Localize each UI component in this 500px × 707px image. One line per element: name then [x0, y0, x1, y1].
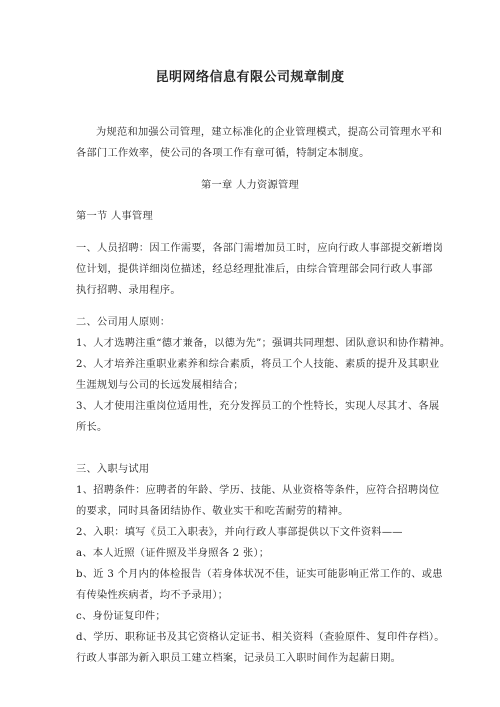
intro-line-1: 为规范和加强公司管理，建立标准化的企业管理模式，提高公司管理水平和: [96, 127, 443, 138]
item3-line-6: 有传染性疾病者，均不予录用）；: [76, 590, 229, 601]
item2-heading: 二、公司用人原则：: [76, 317, 171, 328]
item2-line-1: 1、人才选聘注重“德才兼备，以德为先”；强调共同理想、团队意识和协作精神。: [76, 338, 451, 349]
item2-line-2: 2、人才培养注重职业素养和综合素质，将员工个人技能、素质的提升及其职业: [76, 359, 440, 370]
item3-line-4: a、本人近照（证件照及半身照各 2 张）；: [76, 548, 270, 559]
document-title: 昆明网络信息有限公司规章制度: [155, 70, 345, 85]
item3-line-8: d、学历、职称证书及其它资格认定证书、相关资料（查验原件、复印件存档）。: [76, 632, 445, 643]
item2-line-3: 生涯规划与公司的长远发展相结合；: [76, 380, 244, 391]
chapter-heading: 第一章 人力资源管理: [201, 180, 299, 191]
item3-heading: 三、入职与试用: [76, 464, 150, 475]
item3-line-3: 2、入职：填写《员工入职表》，并向行政人事部提供以下文件资料——: [76, 527, 403, 538]
item3-line-1: 1、招聘条件：应聘者的年龄、学历、技能、从业资格等条件，应符合招聘岗位: [76, 485, 440, 496]
item3-line-7: c、身份证复印件；: [76, 611, 166, 622]
item2-line-5: 所长。: [76, 422, 108, 433]
item1-line-2: 位计划，提供详细岗位描述，经总经理批准后，由综合管理部会同行政人事部: [76, 264, 433, 275]
item2-line-4: 3、人才使用注重岗位适用性，充分发挥员工的个性特长，实现人尽其才、各展: [76, 401, 440, 412]
section-heading: 第一节 人事管理: [76, 211, 153, 222]
item3-line-5: b、近 3 个月内的体检报告（若身体状况不佳，证实可能影响正常工作的、或患: [76, 569, 443, 580]
item3-line-2: 的要求，同时具备团结协作、敬业实干和吃苦耐劳的精神。: [76, 506, 349, 517]
intro-line-2: 各部门工作效率，使公司的各项工作有章可循，特制定本制度。: [76, 148, 370, 159]
item3-line-9: 行政人事部为新入职员工建立档案，记录员工入职时间作为起薪日期。: [76, 653, 402, 664]
item1-line-3: 执行招聘、录用程序。: [76, 285, 181, 296]
item1-line-1: 一、人员招聘：因工作需要，各部门需增加员工时，应向行政人事部提交新增岗: [76, 243, 444, 254]
